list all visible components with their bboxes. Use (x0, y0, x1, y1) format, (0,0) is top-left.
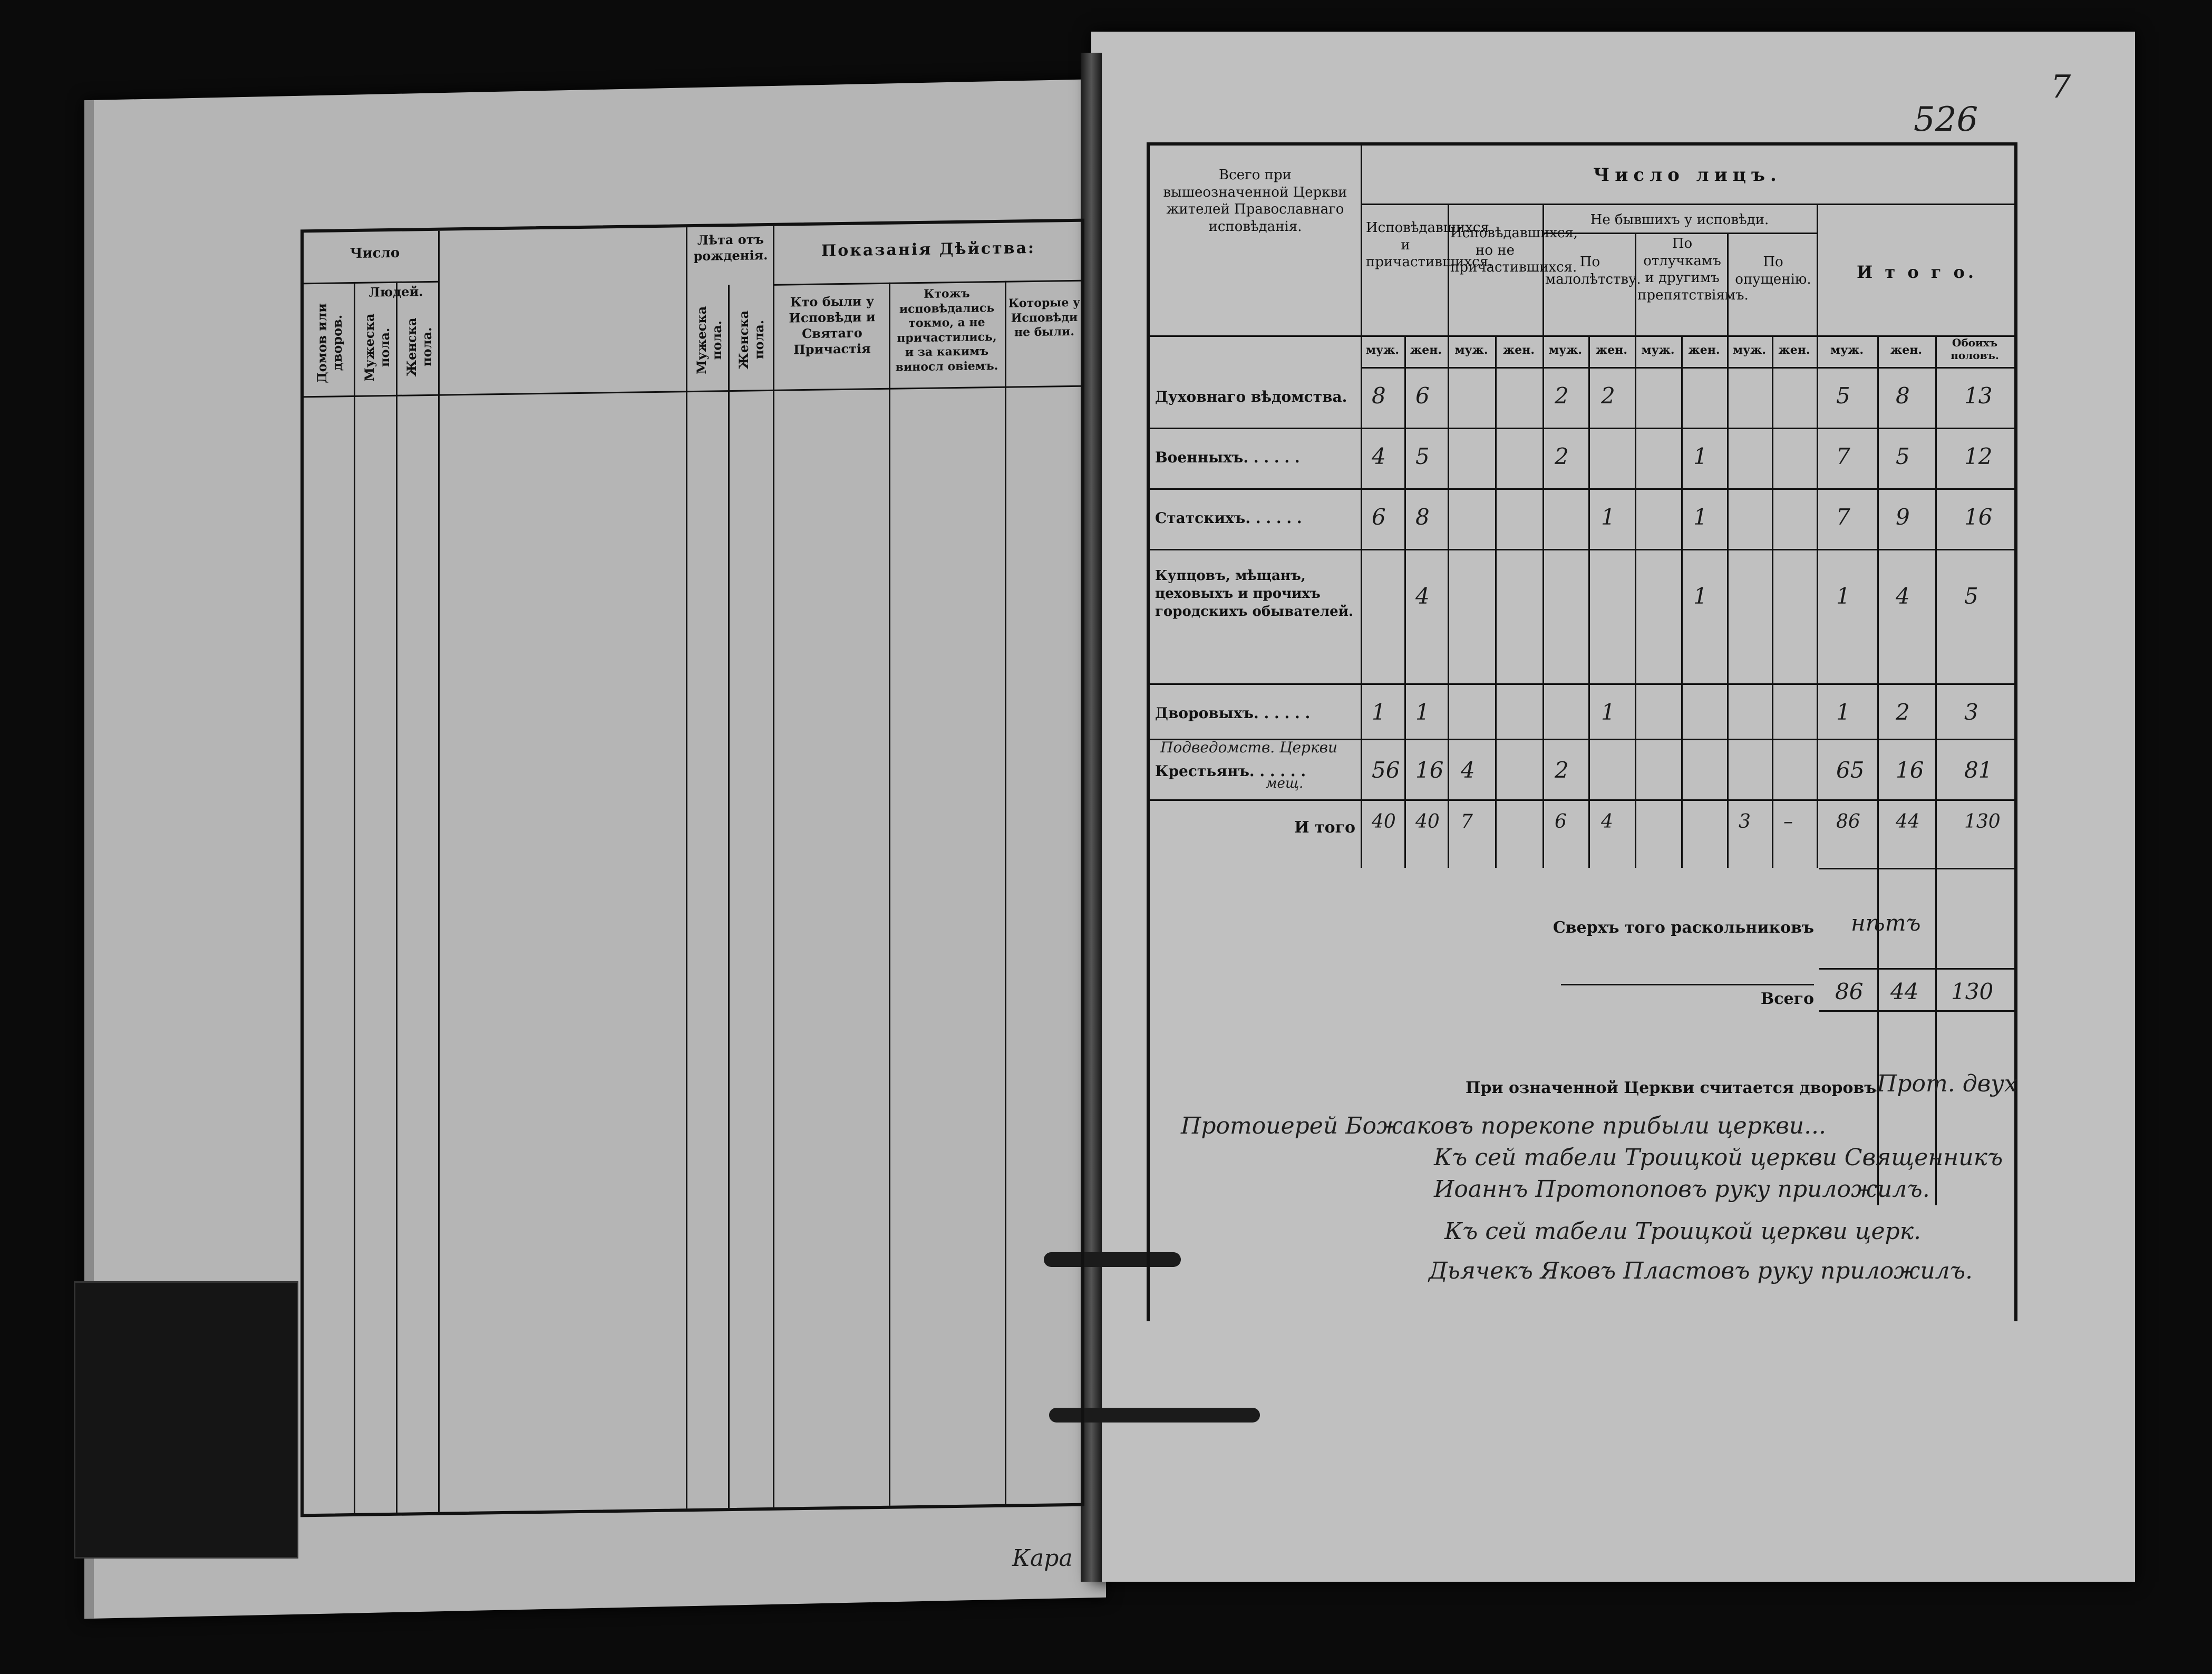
subheader-zhen: жен. (1778, 343, 1810, 357)
vsego-label: Всего (1760, 990, 1814, 1008)
row-cell: 1 (1693, 443, 1707, 469)
vsego-muzh: 86 (1835, 979, 1864, 1004)
subheader-muzh: муж. (1548, 343, 1583, 357)
peasant-note: Подведомств. Церкви (1160, 739, 1337, 756)
row-label: Военныхъ. . . . . . (1155, 449, 1300, 466)
row-cell: 2 (1555, 383, 1569, 409)
itogo-cell: 6 (1555, 811, 1567, 833)
itogo-cell: 44 (1896, 811, 1920, 833)
row-cell: 2 (1555, 443, 1569, 469)
row-cell: 2 (1555, 757, 1569, 783)
row-cell: 16 (1964, 504, 1993, 530)
row-cell: 6 (1415, 383, 1430, 409)
row-cell: 16 (1415, 757, 1444, 783)
pri-oznach-label: При означенной Церкви считается дворовъ (1466, 1079, 1877, 1097)
vsego-zhen: 44 (1890, 979, 1919, 1004)
row-cell: 56 (1372, 757, 1400, 783)
subheader-zhen: жен. (1503, 343, 1535, 357)
handwriting-line6: Дьячекъ Яковъ Пластовъ руку приложилъ. (1429, 1257, 1973, 1284)
raskolniki-label: Сверхъ того раскольниковъ (1553, 918, 1814, 937)
subheader-zhen: жен. (1410, 343, 1442, 357)
row-cell: 1 (1836, 583, 1850, 609)
header-chislo-lits: Число лицъ. (1593, 165, 1782, 186)
itogo-cell: 7 (1461, 811, 1473, 833)
header-ne-prichastiv: Исповѣдавшихся, но не причастившихся. (1450, 225, 1578, 275)
header-po-opush: По опущенію. (1735, 254, 1811, 287)
left-header-leta: Лѣта отъ рожденія. (693, 231, 768, 264)
row-cell: 4 (1896, 583, 1910, 609)
subheader-muzh: муж. (1732, 343, 1767, 357)
handwriting-line3: Къ сей табели Троицкой церкви Священникъ (1434, 1144, 2003, 1171)
row-cell: 5 (1836, 383, 1850, 409)
row-cell: 8 (1372, 383, 1386, 409)
left-col-zhen2: Женска пола. (736, 310, 767, 370)
itogo-cell: 40 (1415, 811, 1440, 833)
row-label: Купцовъ, мѣщанъ, цеховыхъ и прочихъ городскихъ обывателей. (1155, 568, 1354, 620)
left-bottom-note: Кара (1012, 1545, 1073, 1572)
row-cell: 8 (1415, 504, 1430, 530)
row-cell: 1 (1415, 699, 1430, 725)
left-col-zhen: Женска пола. (404, 317, 434, 377)
row-cell: 12 (1964, 443, 1993, 469)
row-cell: 1 (1693, 583, 1707, 609)
left-header-lyudey: Людей. (368, 284, 423, 300)
row-cell: 65 (1836, 757, 1865, 783)
page-number: 526 (1914, 100, 1978, 139)
left-col-kotorye: Которые у Исповѣди не были. (1008, 295, 1081, 340)
row-label: Крестьянъ. . . . . . (1155, 762, 1306, 780)
subheader-muzh: муж. (1454, 343, 1488, 357)
row-cell: 8 (1896, 383, 1910, 409)
left-table (300, 219, 1084, 1517)
header-itogo: И т о г о. (1856, 262, 1977, 282)
header-po-otluch: По отлучкамъ и другимъ препятствіямъ. (1637, 236, 1749, 303)
row-cell: 1 (1601, 699, 1615, 725)
row-label: Духовнаго вѣдомства. (1155, 388, 1347, 405)
raskolniki-value: нѣтъ (1851, 910, 1921, 936)
subheader-zhen: жен. (1890, 343, 1922, 357)
itogo-cell: 86 (1836, 811, 1860, 833)
corner-mark: 7 (2051, 69, 2071, 105)
row-cell: 9 (1896, 504, 1910, 530)
row-cell: 4 (1461, 757, 1475, 783)
header-ispovedavshikh: Исповѣдавшихся и причастившихся. (1366, 220, 1493, 270)
row-label: Статскихъ. . . . . . (1155, 509, 1302, 527)
left-col-muzh2: Мужеска пола. (694, 306, 724, 375)
left-col-kto-byli: Кто были у Исповѣди и Святаго Причастія (789, 293, 876, 357)
subheader-muzh: муж. (1365, 343, 1400, 357)
handwriting-line1: Прот. двух (1877, 1070, 2017, 1097)
row-cell: 6 (1372, 504, 1386, 530)
row-cell: 4 (1415, 583, 1430, 609)
handwriting-line2: Протоиерей Божаковъ порекопе прибыли церкви... (1181, 1112, 1827, 1139)
left-col-domov: Домов или дворов. (314, 303, 345, 383)
row-cell: 81 (1964, 757, 1993, 783)
subheader-muzh: муж. (1830, 343, 1864, 357)
row-cell: 7 (1836, 443, 1850, 469)
subheader-muzh: муж. (1641, 343, 1675, 357)
subheader-zhen: жен. (1596, 343, 1627, 357)
handwriting-line4: Иоаннъ Протопоповъ руку приложилъ. (1434, 1176, 1930, 1203)
subheader-zhen: жен. (1688, 343, 1720, 357)
left-col-ktozh: Ктожъ исповѣдались токмо, а не причастились, и за какимъ виносл овіемъ. (895, 286, 998, 374)
row-cell: 13 (1964, 383, 1993, 409)
row-cell: 1 (1693, 504, 1707, 530)
row-cell: 2 (1896, 699, 1910, 725)
row-cell: 1 (1372, 699, 1386, 725)
row-label: Дворовыхъ. . . . . . (1155, 704, 1311, 722)
itogo-cell: 4 (1601, 811, 1613, 833)
row-cell: 2 (1601, 383, 1615, 409)
peasant-note2: мещ. (1266, 776, 1304, 791)
header-ne-byvshikh: Не бывшихъ у исповѣди. (1590, 212, 1769, 228)
subheader-oboikh: Обоихъ половъ. (1951, 336, 1999, 362)
row-cell: 4 (1372, 443, 1386, 469)
itogo-label: И того (1294, 818, 1355, 837)
vsego-oboikh: 130 (1951, 979, 1994, 1004)
left-col-muzh: Мужеска пола. (362, 313, 392, 382)
row-cell: 5 (1964, 583, 1978, 609)
row-cell: 3 (1964, 699, 1978, 725)
itogo-cell: 40 (1372, 811, 1396, 833)
row-cell: 5 (1415, 443, 1430, 469)
itogo-cell: 3 (1739, 811, 1751, 833)
row-cell: 7 (1836, 504, 1850, 530)
itogo-cell: 130 (1964, 811, 2001, 833)
dark-block (74, 1281, 298, 1559)
row-cell: 1 (1601, 504, 1615, 530)
row-cell: 1 (1836, 699, 1850, 725)
left-header-pokazaniya: Показанія Дѣйства: (821, 238, 1036, 260)
header-po-malo: По малолѣтству. (1545, 254, 1641, 287)
row-cell: 5 (1896, 443, 1910, 469)
itogo-cell: – (1783, 811, 1793, 833)
handwriting-line5: Къ сей табели Троицкой церкви церк. (1444, 1218, 1921, 1245)
row-cell: 16 (1896, 757, 1924, 783)
header-vsego: Всего при вышеозначенной Церкви жителей Православнаго исповѣданія. (1163, 167, 1347, 235)
left-header-chislo: Число (350, 245, 400, 262)
